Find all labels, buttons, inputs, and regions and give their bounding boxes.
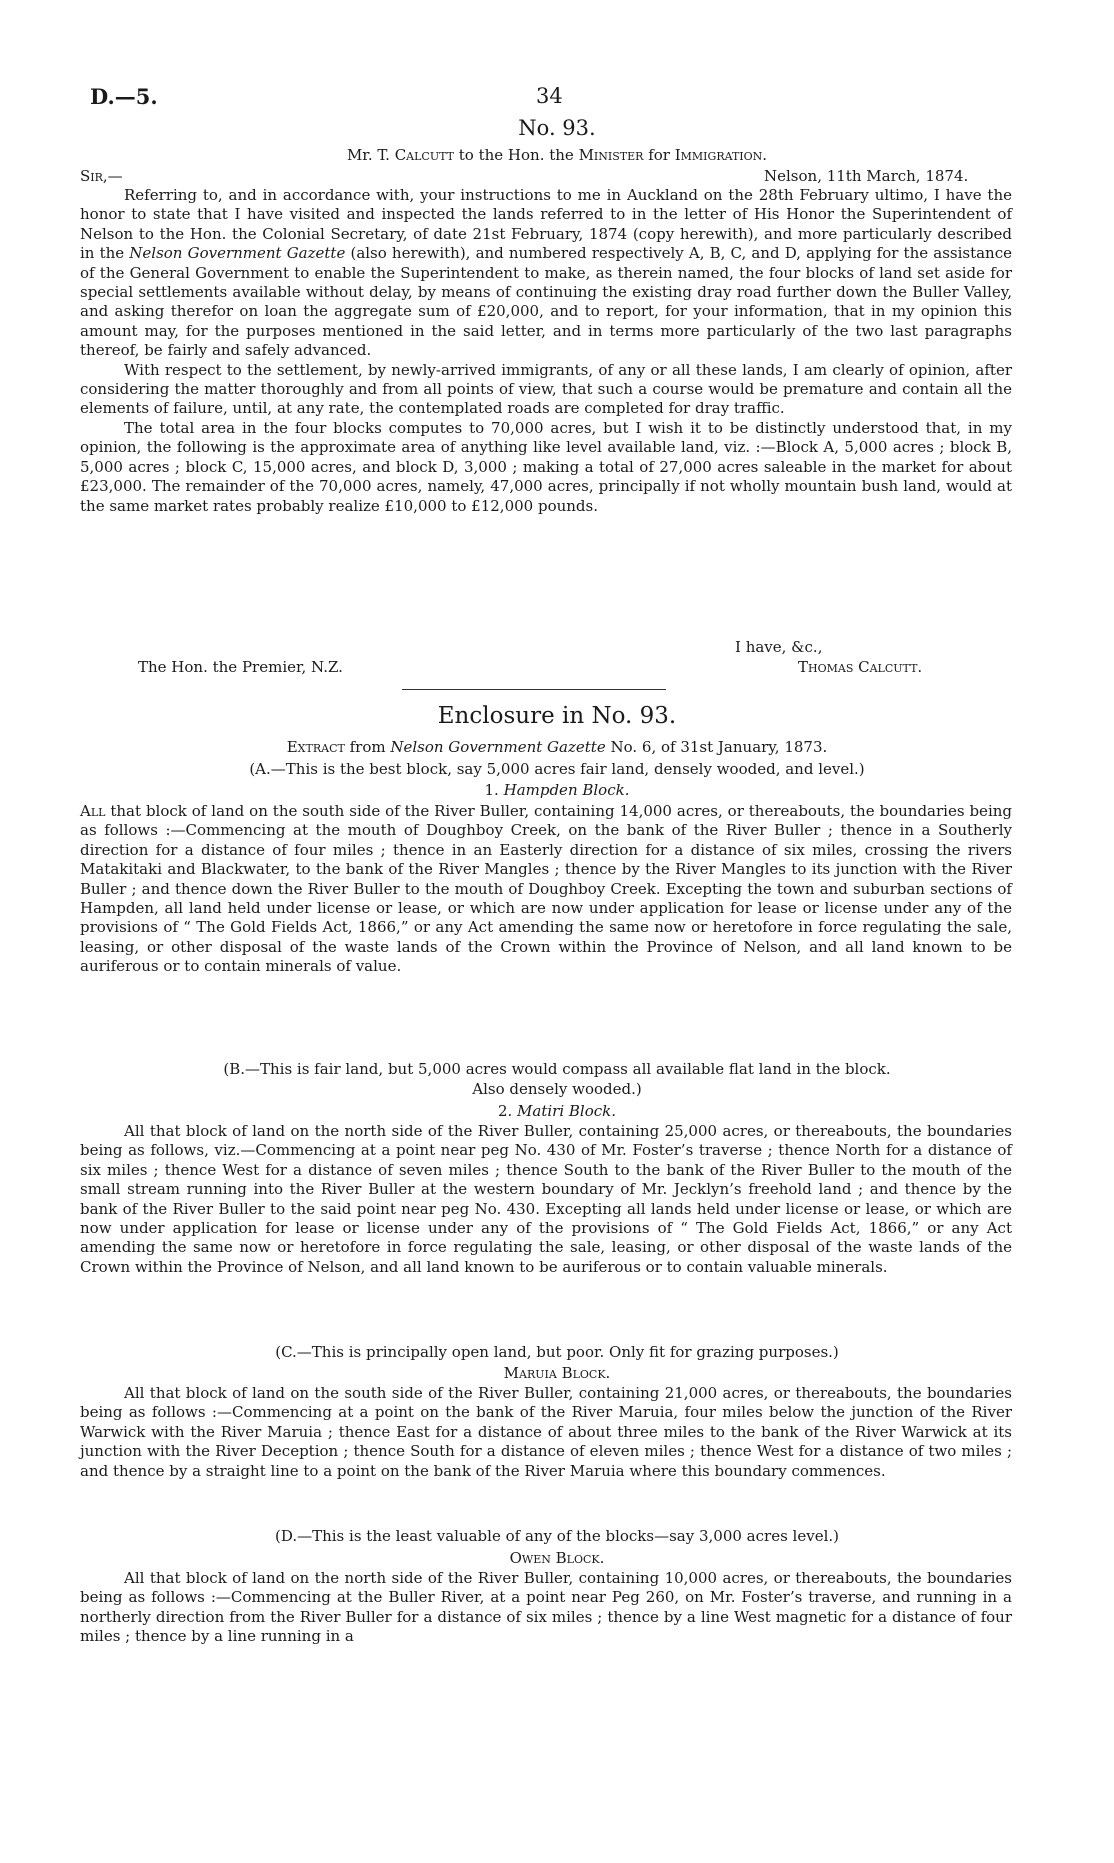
block-d-note: (D.—This is the least valuable of any of the blocks—say 3,000 acres level.) — [274, 1527, 839, 1545]
extract-mid: from — [344, 738, 391, 756]
paragraph-1-start: Referring to, and in accordance with, your instructions to me in Auckland on the 28th February ultimo, I have the honor to state that I have visited and inspected the lands referred to in the letter of His Honor the Superintendent of Nelson to the Hon. the Colonial Secretary, of date 21st February, 1874 (copy herewith), and more particularly described in the — [80, 186, 1012, 263]
block-a-paragraph — [80, 802, 1012, 977]
letter-heading — [0, 146, 1114, 164]
page-number: 34 — [536, 84, 563, 108]
document-reference: D.—5. — [90, 84, 158, 109]
block-b-heading-name: Matiri Block. — [517, 1102, 617, 1120]
block-a-note: (A.—This is the best block, say 5,000 acres fair land, densely wooded, and level.) — [249, 760, 865, 778]
extract-label: Extract — [286, 738, 345, 756]
recipient-department: Immigration — [674, 146, 763, 164]
section-divider — [402, 689, 666, 690]
block-a-body — [80, 802, 1012, 977]
block-a-text: that block of land on the south side of the River Buller, containing 14,000 acres, or thereabouts, the boundaries being as follows :—Commencing at the mouth of Doughboy Creek, on the bank of the River Buller ; thence in a Southerly direction for a distance of four miles ; thence in an Easterly direction for a distance of six miles, crossing the rivers Matakitaki and Blackwater, to the bank of the River Mangles ; thence by the River Mangles to its junction with the River Buller ; and thence down the River Buller to the mouth of Doughboy Creek. Excepting the town and suburban sections of Hampden, all land held under license or lease, or which are now under application for lease or license under any of the provisions of “ The Gold Fields Act, 1866,” or any Act amending the same now or heretofore in force regulating the sale, leasing, or other disposal of the waste lands of the Crown within the Province of Nelson, and all land known to be auriferous or to contain minerals of value. — [80, 802, 1012, 976]
block-b-heading — [0, 1102, 1114, 1120]
enclosure-title: Enclosure in No. 93. — [437, 703, 677, 729]
block-b-paragraph: All that block of land on the north side of the River Buller, containing 25,000 acres, or thereabouts, the boundaries being as follows, viz.—Commencing at a point near peg No. 430 of Mr. Foster’s traverse ; thence North for a distance of six miles ; thence West for a distance of seven miles ; thence South to the bank of the River Buller to the mouth of the small stream running into the River Buller at the western boundary of Mr. Jecklyn’s freehold land ; and thence by the bank of the River Buller to the said point near peg No. 430. Excepting all lands held under license or lease, or which are now under application for lease or license under any of the provisions of “ The Gold Fields Act, 1866,” or any Act amending the same now or heretofore in force regulating the sale, leasing, or other disposal of the waste lands of the Crown within the Province of Nelson, and all land known to be auriferous or to contain valuable minerals. — [80, 1122, 1012, 1276]
letter-paragraph-2: With respect to the settlement, by newly-arrived immigrants, of any or all these lands, I am clearly of opinion, after considering the matter thoroughly and from all points of view, that such a course would be premature and contain all the elements of failure, until, at any rate, the contemplated roads are completed for dray traffic. — [80, 360, 1012, 418]
signature: Thomas Calcutt. — [798, 658, 923, 676]
extract-end: No. 6, of 31st January, 1873. — [605, 738, 828, 756]
letter-paragraph-1 — [80, 186, 1012, 361]
addressee: The Hon. the Premier, N.Z. — [138, 658, 343, 676]
block-d-paragraph: All that block of land on the north side of the River Buller, containing 10,000 acres, or thereabouts, the boundaries being as follows :—Commencing at the Buller River, at a point near Peg 260, on Mr. Foster’s traverse, and running in a northerly direction from the River Buller for a distance of six miles ; thence by a line West magnetic for a distance of four miles ; thence by a line running in a — [80, 1569, 1012, 1646]
closing: I have, &c., — [735, 638, 823, 656]
block-a-lead: All — [80, 802, 106, 820]
letter-paragraph-3: The total area in the four blocks computes to 70,000 acres, but I wish it to be distinctly understood that, in my opinion, the following is the approximate area of anything like level available land, viz. :—Block A, 5,000 acres ; block B, 5,000 acres ; block C, 15,000 acres, and block D, 3,000 ; making a total of 27,000 acres saleable in the market for about £23,000. The remainder of the 70,000 acres, namely, 47,000 acres, principally if not wholly mountain bush land, would at the same market rates probably realize £10,000 to £12,000 pounds. — [80, 418, 1012, 515]
block-b-note-1: (B.—This is fair land, but 5,000 acres would compass all available flat land in the block. — [223, 1060, 891, 1078]
letter-heading-end: . — [762, 146, 768, 164]
block-a-heading-name: Hampden Block. — [503, 781, 630, 799]
letter-heading-for: for — [643, 146, 675, 164]
block-a-heading — [0, 781, 1114, 799]
extract-line — [0, 738, 1114, 756]
block-a-heading-number: 1. — [484, 781, 504, 799]
block-b-note-2: Also densely wooded.) — [472, 1080, 642, 1098]
letter-heading-mid: to the Hon. the — [454, 146, 579, 164]
letter-body — [80, 186, 1012, 516]
recipient-title: Minister — [578, 146, 644, 164]
letter-number: No. 93. — [518, 116, 596, 140]
sender-name: Calcutt — [394, 146, 454, 164]
block-b-body — [80, 1122, 1012, 1277]
block-d-heading: Owen Block. — [509, 1549, 605, 1567]
place-date: Nelson, 11th March, 1874. — [764, 167, 969, 185]
block-c-heading: Maruia Block. — [503, 1364, 611, 1382]
block-c-body — [80, 1384, 1012, 1481]
gazette-title: Nelson Government Gazette — [129, 244, 346, 263]
block-d-body — [80, 1569, 1012, 1647]
letter-heading-prefix: Mr. T. — [346, 146, 395, 164]
block-c-note: (C.—This is principally open land, but poor. Only fit for grazing purposes.) — [275, 1343, 839, 1361]
extract-gazette: Nelson Government Gazette — [390, 738, 606, 756]
paragraph-1-end: (also herewith), and numbered respectively A, B, C, and D, applying for the assistance of the General Government to enable the Superintendent to make, as therein named, the four blocks of land set aside for special settlements available without delay, by means of continuing the existing dray road further down the Buller Valley, and asking therefor on loan the aggregate sum of £20,000, and to report, for your information, that in my opinion this amount may, for the purposes mentioned in the said letter, and in terms more particularly of the two last paragraphs thereof, be fairly and safely advanced. — [80, 244, 1012, 360]
block-c-paragraph: All that block of land on the south side of the River Buller, containing 21,000 acres, or thereabouts, the boundaries being as follows :—Commencing at a point on the bank of the River Maruia, four miles below the junction of the River Warwick with the River Maruia ; thence East for a distance of about three miles to the bank of the River Warwick at its junction with the River Deception ; thence South for a distance of eleven miles ; thence West for a distance of two miles ; and thence by a straight line to a point on the bank of the River Maruia where this boundary commences. — [80, 1384, 1012, 1480]
block-b-heading-number: 2. — [497, 1102, 518, 1120]
salutation: Sir,— — [80, 167, 123, 185]
